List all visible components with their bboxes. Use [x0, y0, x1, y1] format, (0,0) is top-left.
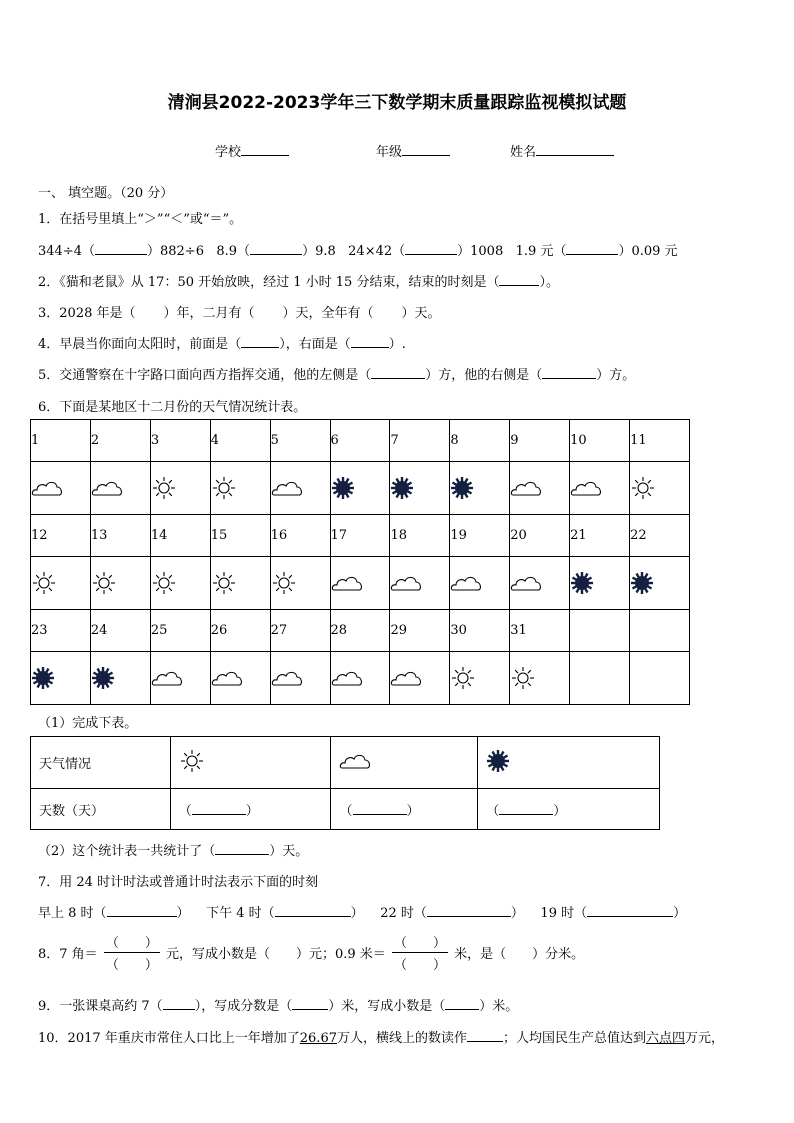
days-label: 天数（天）	[39, 803, 105, 819]
day-number: 8	[450, 433, 459, 448]
answer-blank[interactable]	[566, 254, 618, 255]
answer-blank[interactable]	[292, 1009, 328, 1010]
sunny-icon	[211, 476, 270, 500]
snowy-icon	[31, 666, 90, 690]
q1-item: 8.9（ ）9.8	[216, 244, 336, 259]
day-number: 6	[330, 433, 339, 448]
q1-item: 24×42（ ）1008	[348, 244, 504, 259]
days-label-cell	[31, 789, 171, 830]
name-blank[interactable]	[536, 155, 614, 156]
day-number-cell	[450, 420, 510, 462]
answer-blank[interactable]	[587, 916, 673, 917]
day-number-cell	[150, 420, 210, 462]
sunny-icon	[450, 666, 509, 690]
sunny-icon	[31, 571, 90, 595]
day-weather-cell	[90, 462, 150, 515]
day-number: 28	[330, 623, 348, 638]
question-7-items: 早上 8 时（ ） 下午 4 时（ ） 22 时（ ） 19 时（ ）	[38, 906, 687, 921]
snowy-icon	[331, 476, 390, 500]
question-1-items	[38, 240, 678, 259]
summary-cloudy-cell	[331, 737, 478, 789]
summary-cloudy-days: （ ）	[331, 789, 478, 830]
day-weather-cell	[270, 462, 330, 515]
answer-blank[interactable]	[405, 254, 457, 255]
answer-blank[interactable]	[427, 916, 511, 917]
answer-blank[interactable]	[95, 254, 147, 255]
day-number-cell	[390, 515, 450, 557]
day-weather-cell	[150, 462, 210, 515]
day-number: 5	[270, 433, 279, 448]
cloudy-icon	[271, 668, 330, 688]
question-4: 4．早晨当你面向太阳时，前面是（ ），右面是（ ）.	[38, 337, 406, 352]
day-weather-cell	[330, 557, 390, 610]
day-number-cell	[330, 420, 390, 462]
sunny-icon	[91, 571, 150, 595]
day-weather-cell	[270, 652, 330, 705]
cloudy-icon	[331, 573, 390, 593]
answer-blank[interactable]	[371, 378, 425, 379]
day-number-cell	[450, 610, 510, 652]
day-number: 22	[630, 528, 647, 543]
question-8: 8．7 角＝ $\frac{( )}{( )}$ 元，写成小数是（ ）元；0.9 米＝ $\frac{( )}{( )}$ 米，是（ ）分米。	[38, 932, 584, 973]
day-number-cell	[510, 515, 570, 557]
day-weather-cell	[390, 557, 450, 610]
question-7-text: 7．用 24 时计时法或普通计时法表示下面的时刻	[38, 875, 319, 890]
answer-blank[interactable]	[499, 285, 539, 286]
day-number-cell	[210, 610, 270, 652]
answer-blank[interactable]	[542, 378, 596, 379]
day-number: 17	[330, 528, 348, 543]
q1-item: 344÷4（ ）882÷6	[38, 244, 204, 259]
empty-cell	[630, 652, 690, 705]
question-2: 2．《猫和老鼠》从 17：50 开始放映，经过 1 小时 15 分结束，结束的时刻是（ ）。	[38, 275, 559, 290]
day-number: 30	[450, 623, 467, 638]
fraction-blank[interactable]: $\frac{( )}{( )}$	[104, 932, 160, 973]
day-number-cell	[270, 610, 330, 652]
day-weather-cell	[150, 652, 210, 705]
day-number-cell	[330, 610, 390, 652]
day-number-cell	[150, 515, 210, 557]
day-weather-cell	[31, 557, 91, 610]
fraction-blank[interactable]: $\frac{( )}{( )}$	[392, 932, 448, 973]
question-1-text: 1．在括号里填上“＞”“＜”或“＝”。	[38, 212, 243, 227]
grade-field	[376, 141, 450, 160]
school-label: 学校	[215, 145, 242, 160]
day-number: 2	[90, 433, 100, 448]
section-heading: 一、 填空题。（20 分）	[38, 186, 174, 201]
day-number-cell	[630, 515, 690, 557]
day-number-cell	[390, 610, 450, 652]
day-weather-cell	[630, 557, 690, 610]
day-number: 31	[510, 623, 527, 638]
day-number: 25	[150, 623, 168, 638]
weather-label-cell	[31, 737, 171, 789]
sunny-icon	[211, 571, 270, 595]
day-number-cell	[31, 610, 91, 652]
cloudy-icon	[450, 573, 509, 593]
answer-blank[interactable]	[353, 814, 407, 815]
day-number-cell	[450, 515, 510, 557]
answer-blank[interactable]	[192, 814, 246, 815]
underlined-number: 26.67	[299, 1031, 337, 1046]
answer-blank[interactable]	[163, 1009, 195, 1010]
question-6-text: 6．下面是某地区十二月份的天气情况统计表。	[38, 400, 307, 415]
answer-blank[interactable]	[275, 916, 351, 917]
day-weather-cell	[450, 652, 510, 705]
day-weather-cell	[330, 652, 390, 705]
question-10: 10．2017 年重庆市常住人口比上一年增加了26.67万人，横线上的数读作 ；人均国民生产总值达到六点四万元，	[38, 1031, 725, 1046]
snowy-icon	[486, 762, 510, 777]
cloudy-icon	[339, 760, 371, 775]
day-number: 1	[31, 433, 40, 448]
cloudy-icon	[390, 573, 449, 593]
question-6-sub2: （2）这个统计表一共统计了（ ）天。	[38, 844, 309, 859]
sunny-icon	[151, 476, 210, 500]
day-number-cell	[90, 420, 150, 462]
day-weather-cell	[510, 652, 570, 705]
day-weather-cell	[390, 652, 450, 705]
day-number: 21	[570, 528, 587, 543]
day-number-cell	[210, 515, 270, 557]
day-weather-cell	[90, 652, 150, 705]
answer-blank[interactable]	[107, 916, 177, 917]
day-number-cell	[31, 420, 91, 462]
day-weather-cell	[31, 652, 91, 705]
day-number-cell	[390, 420, 450, 462]
summary-table	[30, 736, 660, 830]
day-number: 12	[31, 528, 48, 543]
sunny-icon	[271, 571, 330, 595]
snowy-icon	[450, 476, 509, 500]
grade-blank[interactable]	[402, 155, 450, 156]
day-number: 10	[570, 433, 587, 448]
day-number: 24	[90, 623, 108, 638]
day-number: 13	[90, 528, 108, 543]
day-number: 9	[510, 433, 519, 448]
day-number: 16	[270, 528, 288, 543]
day-number-cell	[150, 610, 210, 652]
school-blank[interactable]	[241, 155, 289, 156]
day-weather-cell	[450, 557, 510, 610]
day-weather-cell	[570, 462, 630, 515]
sunny-icon	[151, 571, 210, 595]
day-weather-cell	[450, 462, 510, 515]
question-5: 5．交通警察在十字路口面向西方指挥交通，他的左侧是（ ）方，他的右侧是（ ）方。	[38, 368, 636, 383]
day-number: 26	[210, 623, 228, 638]
day-weather-cell	[630, 462, 690, 515]
sunny-icon	[630, 476, 689, 500]
cloudy-icon	[331, 668, 390, 688]
snowy-icon	[91, 666, 150, 690]
answer-blank[interactable]	[351, 347, 389, 348]
grade-label: 年级	[376, 145, 403, 160]
day-weather-cell	[330, 462, 390, 515]
day-number-cell	[510, 420, 570, 462]
day-number-cell	[570, 420, 630, 462]
summary-snowy-cell	[478, 737, 660, 789]
day-weather-cell	[210, 462, 270, 515]
day-number-cell	[570, 515, 630, 557]
day-number-cell	[630, 420, 690, 462]
question-3: 3．2028 年是（ ）年，二月有（ ）天，全年有（ ）天。	[38, 306, 441, 321]
snowy-icon	[630, 571, 689, 595]
cloudy-icon	[510, 478, 569, 498]
day-number-cell	[330, 515, 390, 557]
name-field	[510, 141, 614, 160]
summary-sunny-days: （ ）	[170, 789, 331, 830]
day-number: 27	[270, 623, 288, 638]
day-weather-cell	[570, 557, 630, 610]
day-number-cell	[90, 515, 150, 557]
empty-cell	[630, 610, 690, 652]
answer-blank[interactable]	[215, 854, 269, 855]
summary-snowy-days: （ ）	[478, 789, 660, 830]
day-number: 4	[210, 433, 219, 448]
day-number-cell	[270, 420, 330, 462]
day-weather-cell	[270, 557, 330, 610]
day-number: 7	[390, 433, 399, 448]
day-weather-cell	[90, 557, 150, 610]
snowy-icon	[570, 571, 629, 595]
day-number: 3	[150, 433, 160, 448]
cloudy-icon	[211, 668, 270, 688]
day-number: 15	[210, 528, 228, 543]
day-number-cell	[210, 420, 270, 462]
sunny-icon	[510, 666, 569, 690]
day-number: 23	[31, 623, 48, 638]
answer-blank[interactable]	[467, 1041, 503, 1042]
day-number: 29	[390, 623, 407, 638]
sunny-icon	[179, 762, 205, 777]
name-label: 姓名	[510, 145, 537, 160]
weather-table	[30, 419, 690, 705]
day-number: 19	[450, 528, 467, 543]
cloudy-icon	[151, 668, 210, 688]
cloudy-icon	[31, 478, 90, 498]
day-number: 11	[630, 433, 647, 448]
weather-label: 天气情况	[39, 757, 92, 772]
answer-blank[interactable]	[499, 814, 553, 815]
school-field	[215, 141, 289, 160]
day-weather-cell	[150, 557, 210, 610]
day-number-cell	[31, 515, 91, 557]
day-number-cell	[270, 515, 330, 557]
day-weather-cell	[31, 462, 91, 515]
underlined-number: 六点四	[646, 1031, 686, 1046]
answer-blank[interactable]	[445, 1009, 479, 1010]
question-9: 9．一张课桌高约 7（ ），写成分数是（ ）米，写成小数是（ ）米。	[38, 999, 519, 1014]
cloudy-icon	[91, 478, 150, 498]
q1-item: 1.9 元（ ）0.09 元	[515, 244, 678, 259]
page-title: 清涧县2022-2023学年三下数学期末质量跟踪监视模拟试题	[167, 93, 627, 113]
day-number: 20	[510, 528, 527, 543]
question-6-sub1: （1）完成下表。	[38, 716, 138, 731]
day-weather-cell	[210, 652, 270, 705]
answer-blank[interactable]	[241, 347, 279, 348]
empty-cell	[570, 652, 630, 705]
snowy-icon	[390, 476, 449, 500]
cloudy-icon	[510, 573, 569, 593]
empty-cell	[570, 610, 630, 652]
day-weather-cell	[510, 462, 570, 515]
summary-sunny-cell	[170, 737, 331, 789]
day-number-cell	[90, 610, 150, 652]
cloudy-icon	[570, 478, 629, 498]
day-weather-cell	[390, 462, 450, 515]
day-number: 18	[390, 528, 407, 543]
answer-blank[interactable]	[250, 254, 302, 255]
day-number-cell	[510, 610, 570, 652]
cloudy-icon	[271, 478, 330, 498]
day-weather-cell	[510, 557, 570, 610]
day-number: 14	[150, 528, 168, 543]
cloudy-icon	[390, 668, 449, 688]
day-weather-cell	[210, 557, 270, 610]
